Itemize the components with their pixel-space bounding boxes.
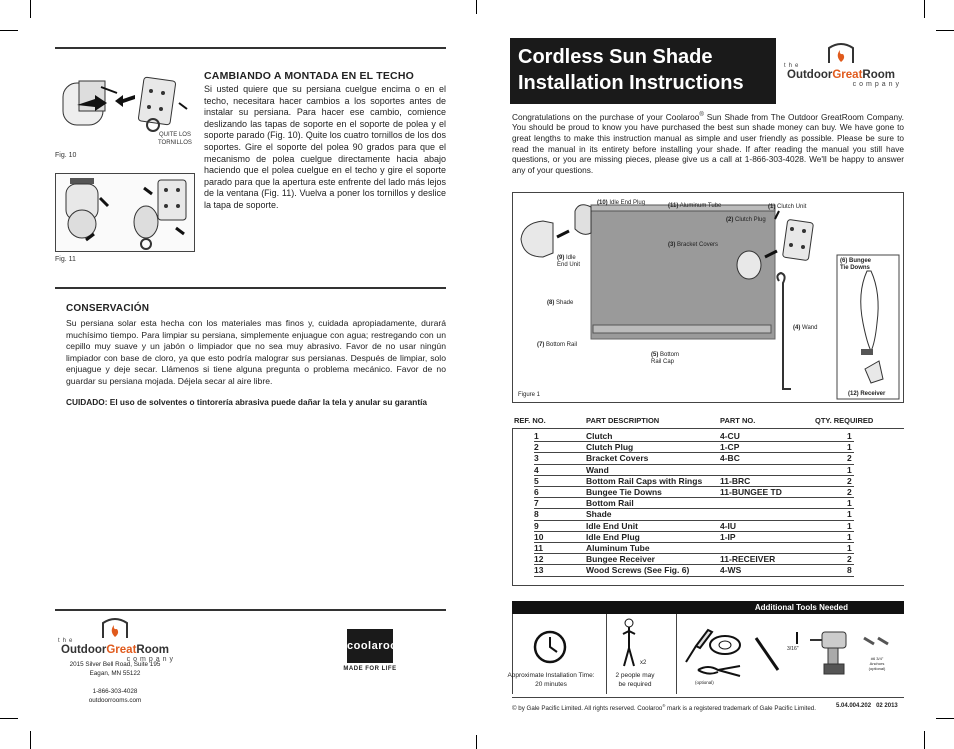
- company-phone: 1-866-303-4028: [92, 688, 138, 695]
- company-address: 2015 Silver Bell Road, Suite 195 Eagan, MN 55122 1-866-303-4028 outdoorrooms.com: [50, 660, 180, 705]
- callout-9: (9) Idle End Unit: [557, 255, 581, 268]
- ceiling-body: Si usted quiere que su persiana cuelgue encima o en el techo, necesitara hacer cambios a los soportes antes de instalar su persiana. Para hacer ese cambio, comience deslizando las tapas de soporte en el soporte de polea y el soporte parado (Fig. 10). Quite los cuatro tornillos de los dos soportes. Gire el soporte del polea 90 grados para que el mecanismo de polea cuelgue directamente hacia abajo haciendo que el polea cuelgue en el techo y gire el soporte parado para que la apertura este enfrente del lado más lejos de la ventana (Fig. 11). Vuelva a poner los tornillos y deslice la tapa de soporte.: [204, 84, 446, 210]
- cell-part: 11-RECEIVER: [720, 554, 776, 565]
- table-row: [534, 465, 854, 476]
- callout-2: (2) Clutch Plug: [726, 217, 766, 223]
- care-title: CONSERVACIÓN: [66, 303, 150, 314]
- fold-mark: [476, 0, 477, 14]
- cell-qty: 1: [847, 543, 852, 553]
- person-icon: [620, 618, 638, 673]
- cell-desc: Idle End Unit: [586, 520, 638, 531]
- cell-ref: 7: [534, 498, 539, 509]
- title-line-2: Installation Instructions: [518, 72, 744, 94]
- anchor-screws-icon: [862, 634, 892, 653]
- cell-qty: 1: [847, 431, 852, 441]
- cell-qty: 1: [847, 531, 852, 542]
- cell-part: 4-WS: [720, 565, 742, 576]
- cell-ref: 11: [534, 543, 543, 553]
- flame-icon: [826, 42, 856, 64]
- cell-qty: 2: [847, 475, 852, 486]
- table-row: [534, 543, 854, 554]
- cell-ref: 1: [534, 431, 539, 441]
- table-row: [534, 431, 854, 442]
- cell-desc: Bungee Receiver: [586, 554, 655, 565]
- crop-mark: [0, 30, 18, 31]
- people-required: 2 people may be required: [615, 672, 655, 688]
- clock-icon: [533, 630, 567, 669]
- ceiling-title: CAMBIANDO A MONTADA EN EL TECHO: [204, 70, 414, 82]
- header-qty: QTY. REQUIRED: [815, 416, 874, 425]
- cell-ref: 2: [534, 442, 539, 453]
- care-body: Su persiana solar esta hecha con los materiales mas finos y, cuidada apropiadamente, durará muchísimo tiempo. Para limpiar su persiana, simplemente enjuague con agua; restregando con un cepillo muy suave y un jabón o limpiador que no sea muy abrasivo. Favor de no usar ningún limpiador con base de cloro, ya que esto podría malograr sus persianas. Después de limpiar, solo enjuague y deje secar. Llámenos si tiene alguna pregunta o problema mecánico. Favor de no guardar su persiana mojada. Déjela secar al aire libre.: [66, 318, 446, 386]
- cell-qty: 1: [847, 442, 852, 453]
- intro-text: Congratulations on the purchase of your Coolaroo® Sun Shade from The Outdoor GreatRoom Company. You should be proud to know you have purchased the best sun shade money can buy. We have gone to great lengths to make this instruction manual as simple and user friendly as possible. Please be sure to read the manual in its entirety before installing your shade. If after reading the manual you still have questions, or you are missing pieces, please give us a call at 1-866-303-4028. We'll be happy to answer any of your questions.: [512, 111, 904, 175]
- cell-ref: 9: [534, 520, 539, 531]
- cell-ref: 6: [534, 487, 539, 497]
- logo-room: Room: [136, 644, 169, 656]
- callout-8: (8) Shade: [547, 300, 574, 306]
- cell-qty: 8: [847, 565, 852, 576]
- cell-desc: Bottom Rail: [586, 498, 634, 509]
- logo-great: Great: [106, 644, 137, 656]
- cell-ref: 12: [534, 554, 544, 565]
- coolaroo-logo: coolaroo: [347, 629, 393, 663]
- table-row: [534, 509, 854, 520]
- bottom-rule: [55, 609, 446, 611]
- header-ref: REF. NO.: [514, 416, 546, 425]
- cell-desc: Bottom Rail Caps with Rings: [586, 475, 703, 486]
- cell-desc: Bracket Covers: [586, 453, 649, 464]
- company-logo: the OutdoorGreatRoom company: [50, 617, 180, 663]
- cell-ref: 4: [534, 464, 539, 475]
- crop-mark: [0, 718, 18, 719]
- crop-mark: [30, 731, 31, 749]
- cell-desc: Clutch: [586, 431, 613, 441]
- fig10-caption: Fig. 10: [55, 152, 77, 159]
- drill-bit-size: 3/16": [787, 646, 799, 652]
- table-row: [534, 453, 854, 464]
- cell-part: 4-IU: [720, 520, 737, 531]
- callout-12: (12) Receiver: [848, 391, 886, 397]
- care-warning: CUIDADO: El uso de solventes o tintorería abrasiva puede dañar la tela y anular su garantía: [66, 397, 428, 407]
- drill-icon: [808, 628, 854, 683]
- cell-qty: 1: [847, 464, 852, 475]
- crop-mark: [936, 30, 954, 31]
- copyright: © by Gale Pacific Limited. All rights reserved. Coolaroo® mark is a registered trademark of Gale Pacific Limited.: [512, 703, 816, 713]
- table-row: [534, 498, 854, 509]
- cell-ref: 5: [534, 475, 539, 486]
- cell-ref: 8: [534, 509, 539, 520]
- fold-mark: [476, 735, 477, 749]
- coolaroo-tagline: MADE FOR LIFE: [343, 666, 397, 672]
- cell-desc: Wand: [586, 464, 609, 475]
- cell-desc: Wood Screws (See Fig. 6): [586, 565, 690, 576]
- cell-qty: 1: [847, 509, 852, 520]
- install-time: Approximate Installation Time: 20 minutes: [507, 672, 595, 688]
- title-box: [510, 38, 776, 104]
- callout-1: (1) Clutch Unit: [768, 204, 807, 210]
- tools-header: Additional Tools Needed: [512, 601, 904, 614]
- cell-ref: 10: [534, 531, 544, 542]
- title-line-1: Cordless Sun Shade: [518, 46, 713, 68]
- doc-code: 5.04.004.202 02 2013: [836, 703, 898, 709]
- cell-part: 11-BUNGEE TD: [720, 487, 782, 497]
- crop-mark: [936, 718, 954, 719]
- company-web[interactable]: outdoorrooms.com: [88, 697, 142, 704]
- table-row: [534, 442, 854, 453]
- callout-5: (5) Bottom Rail Cap: [651, 352, 680, 365]
- cell-ref: 13: [534, 565, 544, 576]
- pliers-optional: (optional): [695, 680, 714, 685]
- callout-3: (3) Bracket Covers: [668, 242, 719, 248]
- crop-mark: [924, 0, 925, 18]
- cell-part: 4-BC: [720, 453, 740, 464]
- table-row: [534, 521, 854, 532]
- crop-mark: [924, 731, 925, 749]
- cell-qty: 2: [847, 487, 852, 497]
- callout-6: (6) Bungee Tie Downs: [840, 258, 872, 271]
- tape-measure-icon: [708, 634, 742, 661]
- figure-1: [512, 192, 904, 403]
- fig11-caption: Fig. 11: [55, 256, 76, 263]
- flame-icon: [100, 617, 130, 639]
- middle-rule: [55, 287, 446, 289]
- company-logo-right: the OutdoorGreatRoom company: [778, 42, 904, 88]
- top-rule: [55, 47, 446, 49]
- cell-part: 1-IP: [720, 531, 736, 542]
- cell-part: 4-CU: [720, 431, 740, 441]
- callout-10: (10) Idle End Plug: [597, 200, 646, 206]
- cell-part: 11-BRC: [720, 475, 751, 486]
- anchors-label: #6 3/4" Anchors (optional): [868, 656, 886, 671]
- table-row: [534, 554, 854, 565]
- logo-outdoor: Outdoor: [61, 644, 107, 656]
- callout-7: (7) Bottom Rail: [537, 342, 578, 348]
- fig11-illustration: [55, 173, 195, 252]
- cell-qty: 1: [847, 520, 852, 531]
- cell-qty: 2: [847, 453, 852, 464]
- header-part: PART NO.: [720, 416, 756, 425]
- cell-part: 1-CP: [720, 442, 740, 453]
- cell-qty: 1: [847, 498, 852, 509]
- fig10-label: QUITE LOS TORNILLOS: [158, 132, 192, 146]
- cell-desc: Bungee Tie Downs: [586, 487, 662, 497]
- cell-desc: Shade: [586, 509, 612, 520]
- cell-desc: Idle End Plug: [586, 531, 640, 542]
- figure-caption: Figure 1: [518, 392, 541, 398]
- callout-11: (11) Aluminum Tube: [668, 203, 722, 209]
- cell-ref: 3: [534, 453, 539, 464]
- cell-qty: 2: [847, 554, 852, 565]
- cell-desc: Clutch Plug: [586, 442, 634, 453]
- table-row: [534, 476, 854, 487]
- cell-desc: Aluminum Tube: [586, 543, 650, 553]
- crop-mark: [30, 0, 31, 18]
- table-row: [534, 487, 854, 498]
- table-row: [534, 565, 854, 576]
- people-count: x2: [640, 660, 647, 666]
- header-desc: PART DESCRIPTION: [586, 416, 660, 425]
- pencil-icon: [752, 634, 782, 679]
- footer-rule: [512, 697, 904, 698]
- table-row: [534, 532, 854, 543]
- callout-4: (4) Wand: [793, 325, 818, 331]
